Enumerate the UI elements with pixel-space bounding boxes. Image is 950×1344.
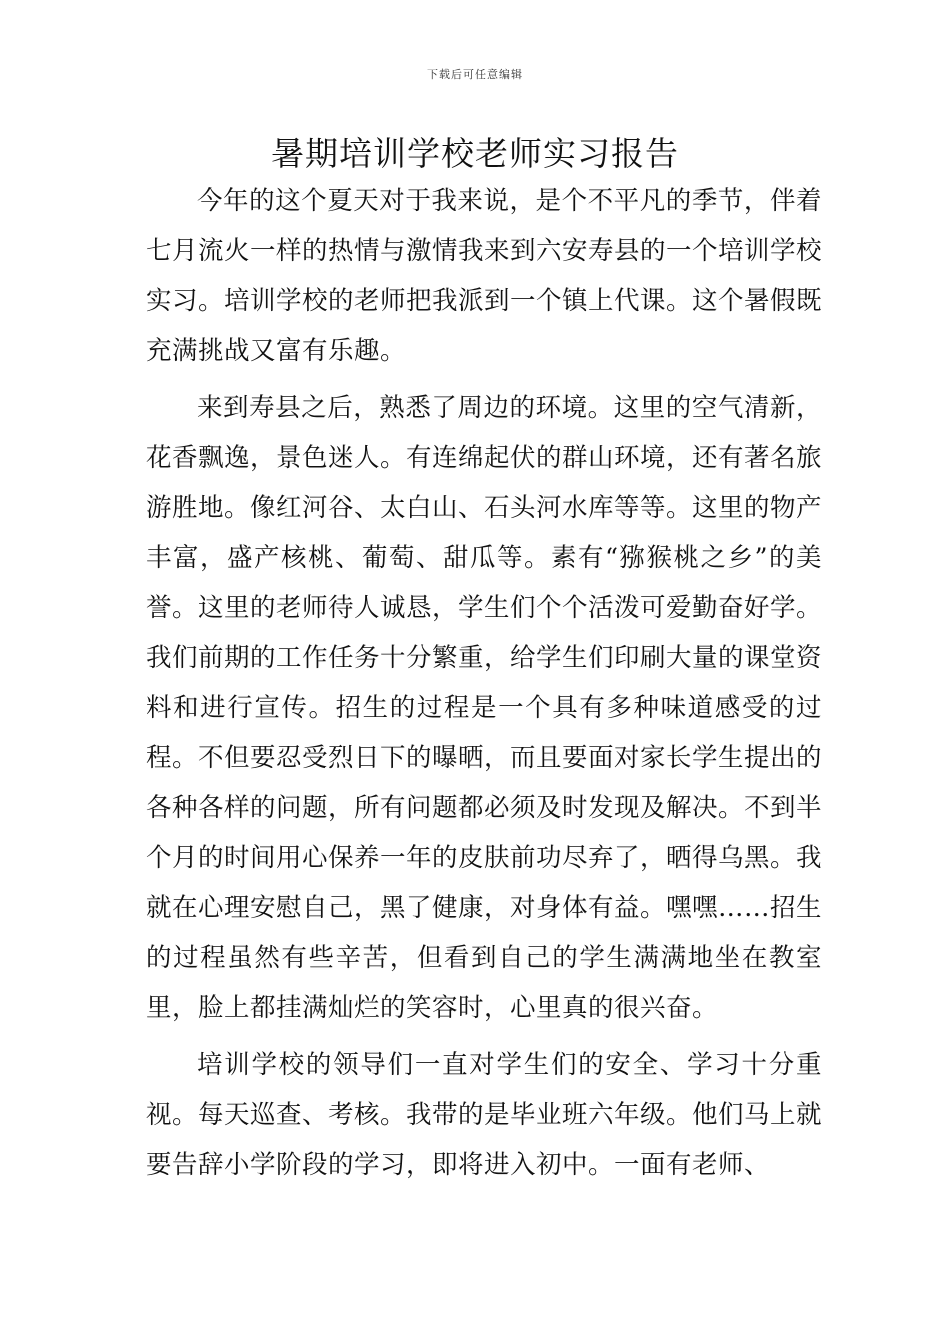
- paragraph-1: 今年的这个夏天对于我来说，是个不平凡的季节，伴着七月流火一样的热情与激情我来到六安寿县的一个培训学校实习。培训学校的老师把我派到一个镇上代课。这个暑假既充满挑战又富有乐趣。: [146, 186, 823, 366]
- paragraph-3: 培训学校的领导们一直对学生们的安全、学习十分重视。每天巡查、考核。我带的是毕业班六年级。他们马上就要告辞小学阶段的学习，即将进入初中。一面有老师、: [146, 1050, 823, 1180]
- document-body: [146, 176, 822, 1197]
- document-title: 暑期培训学校老师实习报告: [271, 134, 679, 173]
- paragraph-2: 来到寿县之后，熟悉了周边的环境。这里的空气清新，花香飘逸，景色迷人。有连绵起伏的群山环境，还有著名旅游胜地。像红河谷、太白山、石头河水库等等。这里的物产丰富，盛产核桃、葡萄、甜瓜等。素有“猕猴桃之乡”的美誉。这里的老师待人诚恳，学生们个个活泼可爱勤奋好学。我们前期的工作任务十分繁重，给学生们印刷大量的课堂资料和进行宣传。招生的过程是一个具有多种味道感受的过程。不但要忍受烈日下的曝晒，而且要面对家长学生提出的各种各样的问题，所有问题都必须及时发现及解决。不到半个月的时间用心保养一年的皮肤前功尽弃了，晒得乌黑。我就在心理安慰自己，黑了健康，对身体有益。嘿嘿……招生的过程虽然有些辛苦，但看到自己的学生满满地坐在教室里，脸上都挂满灿烂的笑容时，心里真的很兴奋。: [146, 393, 823, 1023]
- header-note: 下载后可任意编辑: [427, 68, 523, 81]
